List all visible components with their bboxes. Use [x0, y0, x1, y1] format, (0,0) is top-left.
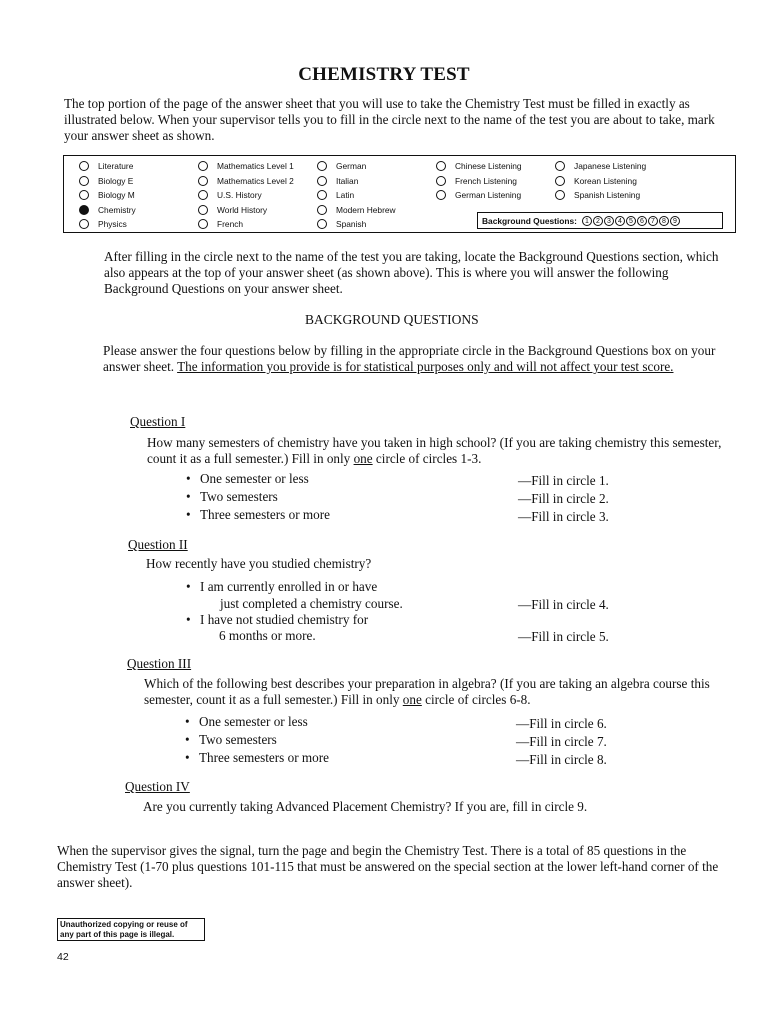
background-questions-label: Background Questions: [482, 215, 577, 226]
question-3-option: • Three semesters or more [185, 750, 329, 765]
test-option[interactable]: Korean Listening [555, 174, 646, 189]
bubble-circle-icon [79, 219, 89, 229]
bubble-circle-icon [79, 176, 89, 186]
test-option[interactable]: Modern Hebrew [317, 203, 396, 218]
test-option[interactable]: Italian [317, 174, 396, 189]
test-option[interactable]: Biology M [79, 188, 136, 203]
number-bubble[interactable]: 9 [670, 216, 680, 226]
number-bubble[interactable]: 6 [637, 216, 647, 226]
question-3-text: Which of the following best describes your preparation in algebra? (If you are taking an algebra course this semester, count it as a full semester.) Fill in only one circle of circles 6-8. [144, 676, 710, 707]
page-number: 42 [57, 951, 69, 963]
question-1-text: How many semesters of chemistry have you taken in high school? (If you are taking chemistry this semester, count it as a full semester.) Fill in only one circle of circles 1-3. [147, 435, 722, 466]
bullet-icon: • [185, 750, 190, 765]
bubble-circle-icon [317, 219, 327, 229]
test-option[interactable]: French [198, 217, 294, 232]
bubble-circle-icon [198, 219, 208, 229]
test-column-2 [198, 159, 294, 232]
test-column-3 [317, 159, 396, 232]
question-2-option-continued: just completed a chemistry course. [220, 596, 403, 611]
fill-instruction: —Fill in circle 5. [518, 629, 609, 644]
number-bubble[interactable]: 3 [604, 216, 614, 226]
question-2-option: • I am currently enrolled in or have [186, 579, 378, 594]
test-option[interactable]: German [317, 159, 396, 174]
question-3-option: • One semester or less [185, 714, 308, 729]
bubble-circle-icon [317, 176, 327, 186]
question-2-text: How recently have you studied chemistry? [146, 556, 372, 571]
number-bubble[interactable]: 1 [582, 216, 592, 226]
after-filling-paragraph: After filling in the circle next to the name of the test you are taking, locate the Background Questions section, which also appears at the top of your answer sheet (as shown above). This is where you will answer the following Background Questions on your answer sheet. [104, 249, 719, 296]
instructions-paragraph: Please answer the four questions below by filling in the appropriate circle in the Background Questions box on your answer sheet. The information you provide is for statistical purposes only and will not affect your test score. [103, 343, 716, 374]
fill-instruction: —Fill in circle 3. [518, 509, 609, 524]
closing-paragraph: When the supervisor gives the signal, turn the page and begin the Chemistry Test. There is a total of 85 questions in the Chemistry Test (1-70 plus questions 101-115 that must be answered on the special section at the lower left-hand corner of the answer sheet). [57, 843, 719, 890]
bubble-circle-icon [317, 205, 327, 215]
number-bubble[interactable]: 5 [626, 216, 636, 226]
question-1-heading: Question I [130, 414, 186, 429]
background-questions-heading: BACKGROUND QUESTIONS [305, 312, 479, 327]
bubble-circle-icon [317, 190, 327, 200]
bubble-circle-icon [436, 176, 446, 186]
fill-instruction: —Fill in circle 6. [516, 716, 607, 731]
page-title: CHEMISTRY TEST [298, 64, 470, 85]
question-2-option-continued: 6 months or more. [219, 628, 316, 643]
bubble-circle-icon [79, 161, 89, 171]
bullet-icon: • [186, 612, 191, 627]
filled-bubble-icon [79, 205, 89, 215]
test-option-chemistry[interactable]: Chemistry [79, 203, 136, 218]
question-1-option: • Two semesters [186, 489, 278, 504]
statistical-purpose-note: The information you provide is for statistical purposes only and will not affect your test score. [177, 359, 674, 374]
question-3-option: • Two semesters [185, 732, 277, 747]
test-option[interactable]: World History [198, 203, 294, 218]
question-2-option: • I have not studied chemistry for [186, 612, 369, 627]
intro-paragraph: The top portion of the page of the answer sheet that you will use to take the Chemistry Test must be filled in exactly as illustrated below. When your supervisor tells you to fill in the circle next to the name of the test you are about to take, mark your answer sheet as shown. [64, 96, 715, 143]
test-column-1 [79, 159, 136, 232]
test-option[interactable]: French Listening [436, 174, 522, 189]
question-1-option: • Three semesters or more [186, 507, 330, 522]
bullet-icon: • [186, 579, 191, 594]
bubble-circle-icon [555, 161, 565, 171]
question-1-option: • One semester or less [186, 471, 309, 486]
test-option[interactable]: Literature [79, 159, 136, 174]
test-column-5 [555, 159, 646, 203]
test-option[interactable]: Chinese Listening [436, 159, 522, 174]
bubble-circle-icon [317, 161, 327, 171]
bullet-icon: • [185, 714, 190, 729]
bubble-circle-icon [79, 190, 89, 200]
test-option[interactable]: Spanish Listening [555, 188, 646, 203]
bubble-circle-icon [436, 190, 446, 200]
question-4-text: Are you currently taking Advanced Placement Chemistry? If you are, fill in circle 9. [143, 799, 588, 814]
fill-instruction: —Fill in circle 7. [516, 734, 607, 749]
test-option[interactable]: Spanish [317, 217, 396, 232]
bubble-circle-icon [198, 161, 208, 171]
test-column-4 [436, 159, 522, 203]
bubble-circle-icon [555, 176, 565, 186]
test-option[interactable]: U.S. History [198, 188, 294, 203]
test-option[interactable]: German Listening [436, 188, 522, 203]
copyright-notice: Unauthorized copying or reuse of any part of this page is illegal. [57, 918, 205, 941]
fill-instruction: —Fill in circle 8. [516, 752, 607, 767]
number-bubble[interactable]: 7 [648, 216, 658, 226]
bullet-icon: • [186, 507, 191, 522]
number-bubble[interactable]: 8 [659, 216, 669, 226]
number-bubble[interactable]: 2 [593, 216, 603, 226]
fill-instruction: —Fill in circle 2. [518, 491, 609, 506]
question-2-heading: Question II [128, 537, 188, 552]
fill-instruction: —Fill in circle 4. [518, 597, 609, 612]
background-questions-box [477, 212, 723, 229]
test-option[interactable]: Mathematics Level 2 [198, 174, 294, 189]
bubble-circle-icon [198, 190, 208, 200]
bubble-circle-icon [198, 205, 208, 215]
test-option[interactable]: Japanese Listening [555, 159, 646, 174]
test-option[interactable]: Latin [317, 188, 396, 203]
bubble-circle-icon [436, 161, 446, 171]
bubble-circle-icon [198, 176, 208, 186]
test-option[interactable]: Mathematics Level 1 [198, 159, 294, 174]
answer-sheet-sample [63, 155, 736, 233]
bullet-icon: • [185, 732, 190, 747]
fill-instruction: —Fill in circle 1. [518, 473, 609, 488]
question-3-heading: Question III [127, 656, 192, 671]
question-4-heading: Question IV [125, 779, 190, 794]
bullet-icon: • [186, 489, 191, 504]
test-option[interactable]: Biology E [79, 174, 136, 189]
test-option[interactable]: Physics [79, 217, 136, 232]
bullet-icon: • [186, 471, 191, 486]
number-bubble[interactable]: 4 [615, 216, 625, 226]
bubble-circle-icon [555, 190, 565, 200]
